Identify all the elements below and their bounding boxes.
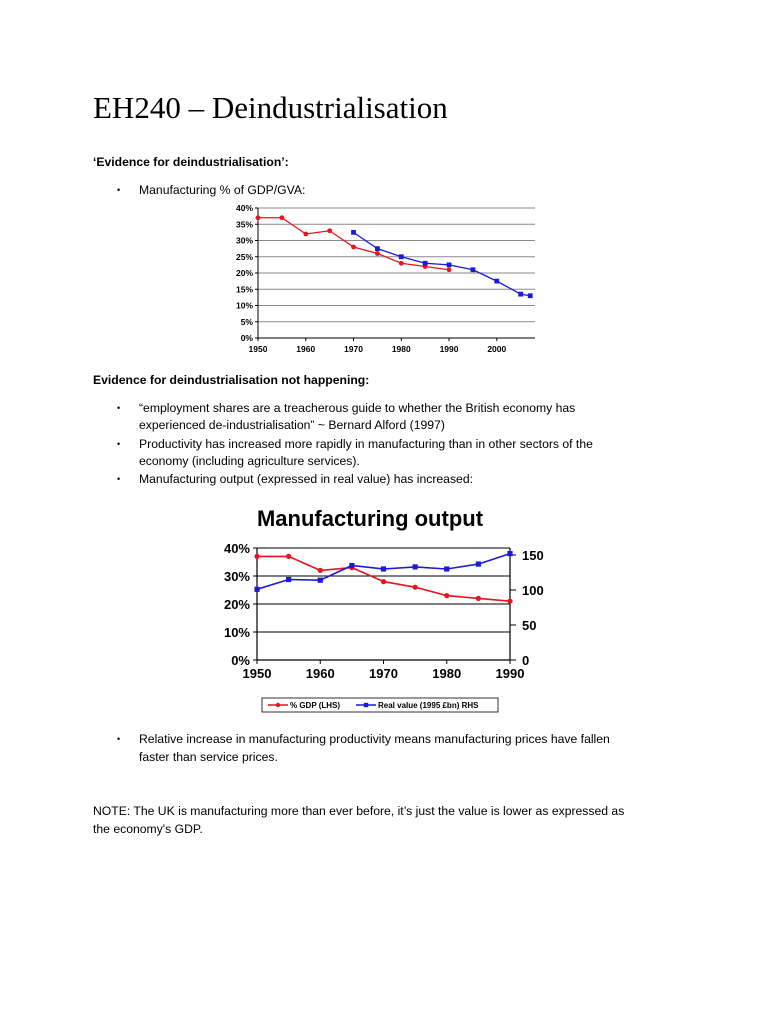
bullet-text-line2: economy (including agriculture services). bbox=[139, 454, 360, 468]
y-left-tick-label: 10% bbox=[223, 625, 250, 640]
bullet-marker: • bbox=[117, 403, 121, 413]
data-point-series-2 bbox=[518, 292, 523, 297]
data-point-series-2 bbox=[528, 293, 533, 298]
data-point-series-2 bbox=[413, 564, 418, 569]
y-tick-label: 40% bbox=[235, 203, 253, 213]
data-point-series-1 bbox=[381, 579, 386, 584]
y-tick-label: 15% bbox=[235, 284, 253, 295]
y-right-tick-label: 50 bbox=[522, 618, 537, 633]
data-point-series-1 bbox=[327, 228, 332, 233]
data-point-series-2 bbox=[476, 562, 481, 567]
data-point-series-1 bbox=[254, 554, 259, 559]
manufacturing-output-chart bbox=[200, 498, 544, 720]
x-tick-label: 1990 bbox=[439, 344, 459, 354]
data-point-series-2 bbox=[494, 279, 499, 284]
legend-swatch-marker bbox=[276, 703, 280, 707]
series-line-1 bbox=[257, 556, 510, 601]
data-point-series-1 bbox=[447, 267, 452, 272]
x-tick-label: 1960 bbox=[305, 666, 335, 681]
data-point-series-1 bbox=[318, 568, 323, 573]
data-point-series-1 bbox=[375, 251, 380, 256]
data-point-series-2 bbox=[447, 262, 452, 267]
y-left-tick-label: 30% bbox=[223, 569, 250, 584]
bullet-text: Manufacturing % of GDP/GVA: bbox=[139, 183, 306, 197]
y-tick-label: 5% bbox=[240, 316, 253, 327]
y-tick-label: 20% bbox=[235, 268, 253, 278]
data-point-series-2 bbox=[286, 577, 291, 582]
data-point-series-2 bbox=[471, 267, 476, 272]
y-left-tick-label: 0% bbox=[231, 653, 250, 668]
data-point-series-2 bbox=[399, 254, 404, 259]
data-point-series-1 bbox=[476, 596, 481, 601]
x-tick-label: 1950 bbox=[242, 666, 272, 681]
data-point-series-2 bbox=[507, 551, 512, 556]
y-tick-label: 10% bbox=[235, 300, 253, 311]
manufacturing-gdp-chart bbox=[225, 200, 545, 360]
y-tick-label: 25% bbox=[235, 251, 253, 262]
document-title: EH240 – Deindustrialisation bbox=[93, 90, 448, 125]
note-line2: the economy's GDP. bbox=[93, 822, 203, 836]
legend-swatch-marker bbox=[364, 703, 368, 707]
y-right-tick-label: 0 bbox=[522, 653, 530, 668]
data-point-series-2 bbox=[381, 566, 386, 571]
x-tick-label: 1970 bbox=[344, 344, 363, 354]
bullet-text-line1: Manufacturing output (expressed in real value) has increased: bbox=[139, 472, 473, 486]
x-tick-label: 1990 bbox=[495, 666, 525, 681]
legend-label: Real value (1995 £bn) RHS bbox=[378, 701, 479, 710]
data-point-series-2 bbox=[254, 587, 259, 592]
bullet-marker: • bbox=[117, 734, 121, 744]
data-point-series-1 bbox=[444, 593, 449, 598]
y-left-tick-label: 40% bbox=[223, 541, 250, 556]
chart-title: Manufacturing output bbox=[256, 506, 484, 531]
not-happening-heading: Evidence for deindustrialisation not happening: bbox=[93, 373, 370, 387]
data-point-series-2 bbox=[318, 578, 323, 583]
bullet-text-line1: Relative increase in manufacturing productivity means manufacturing prices have fallen bbox=[139, 732, 610, 746]
bullet-text-line1: “employment shares are a treacherous guide to whether the British economy has bbox=[139, 401, 576, 415]
y-tick-label: 30% bbox=[235, 235, 253, 246]
x-tick-label: 2000 bbox=[487, 344, 507, 354]
data-point-series-2 bbox=[375, 246, 380, 251]
data-point-series-1 bbox=[279, 215, 284, 220]
bullet-text-line1: Productivity has increased more rapidly in manufacturing than in other sectors of the bbox=[139, 437, 593, 451]
data-point-series-2 bbox=[349, 563, 354, 568]
data-point-series-2 bbox=[351, 230, 356, 235]
x-tick-label: 1960 bbox=[296, 344, 316, 354]
data-point-series-1 bbox=[256, 215, 261, 220]
bullet-text-line2: experienced de-industrialisation” ~ Bernard Alford (1997) bbox=[139, 418, 445, 432]
data-point-series-1 bbox=[351, 245, 356, 250]
bullet-text-line2: faster than service prices. bbox=[139, 750, 278, 764]
x-tick-label: 1980 bbox=[391, 344, 411, 354]
data-point-series-1 bbox=[399, 261, 404, 266]
data-point-series-2 bbox=[444, 566, 449, 571]
data-point-series-1 bbox=[507, 599, 512, 604]
bullet-marker: • bbox=[117, 439, 121, 449]
y-left-tick-label: 20% bbox=[223, 597, 250, 612]
y-right-tick-label: 150 bbox=[522, 548, 544, 563]
y-tick-label: 0% bbox=[240, 333, 253, 343]
note-line1: NOTE: The UK is manufacturing more than ever before, it’s just the value is lower as expressed as bbox=[93, 804, 625, 818]
data-point-series-1 bbox=[413, 585, 418, 590]
y-right-tick-label: 100 bbox=[522, 583, 544, 598]
data-point-series-1 bbox=[286, 554, 291, 559]
data-point-series-2 bbox=[423, 261, 428, 266]
data-point-series-1 bbox=[303, 232, 308, 237]
x-tick-label: 1970 bbox=[369, 666, 398, 681]
bullet-marker: • bbox=[117, 185, 121, 195]
y-tick-label: 35% bbox=[235, 219, 253, 230]
series-line-2 bbox=[354, 232, 531, 295]
evidence-heading: ‘Evidence for deindustrialisation’: bbox=[93, 155, 289, 169]
x-tick-label: 1980 bbox=[432, 666, 462, 681]
bullet-marker: • bbox=[117, 474, 121, 484]
legend-label: % GDP (LHS) bbox=[290, 701, 341, 710]
x-tick-label: 1950 bbox=[248, 344, 268, 354]
